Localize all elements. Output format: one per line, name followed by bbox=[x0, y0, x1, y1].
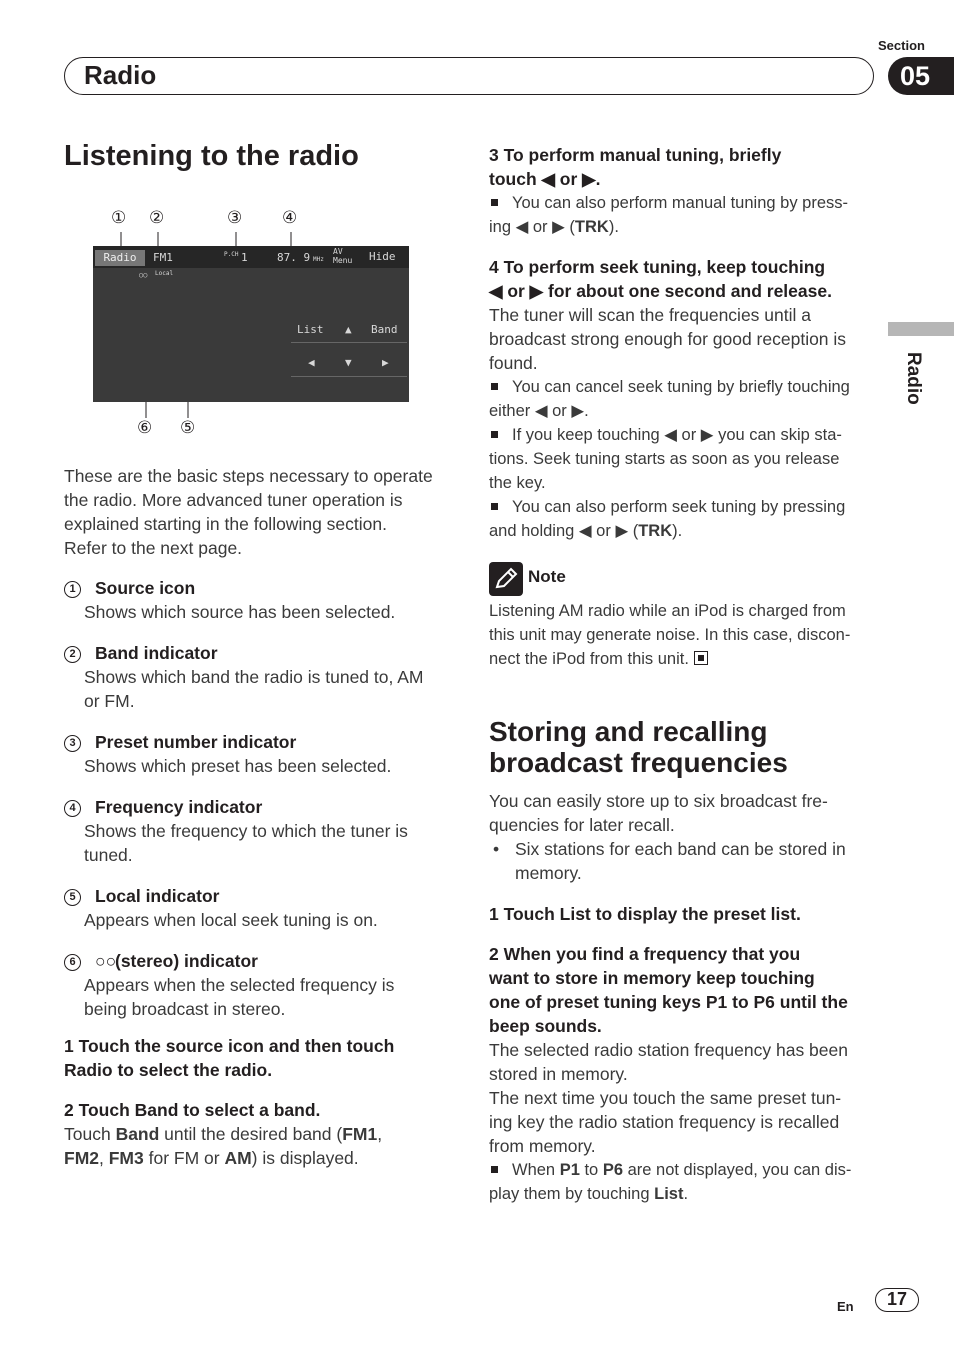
intro-paragraph: These are the basic steps necessary to operate the radio. More advanced tuner operation is explained starting in the following section. Refer to the next page. bbox=[64, 466, 433, 558]
screen-left-key: ◀ bbox=[308, 356, 315, 369]
callout-4: ④ bbox=[282, 208, 298, 227]
frequency-unit: MHz bbox=[313, 256, 324, 263]
page-number: 17 bbox=[875, 1288, 919, 1312]
note-body: Listening AM radio while an iPod is charged from this unit may generate noise. In this case, discon- nect the iPod from this unit. bbox=[489, 602, 851, 668]
callout-5: ⑤ bbox=[180, 418, 196, 437]
page-header-title: Radio bbox=[84, 60, 157, 90]
screen-band-key: Band bbox=[371, 323, 398, 336]
screen-right-key: ▶ bbox=[382, 356, 389, 369]
header-bar bbox=[64, 57, 874, 95]
end-mark-icon bbox=[694, 651, 708, 665]
local-indicator: Local bbox=[155, 270, 174, 277]
preset-label: P.CH bbox=[224, 251, 239, 258]
stereo-icon: ○○ bbox=[95, 951, 117, 971]
av-menu-button: AV Menu bbox=[333, 247, 353, 265]
section-number-badge: 05 bbox=[888, 57, 954, 95]
note-pencil-icon bbox=[489, 562, 523, 596]
section-label: Section bbox=[878, 38, 925, 53]
screen-down-key: ▼ bbox=[345, 356, 352, 369]
side-tab bbox=[888, 322, 954, 336]
screen-up-key: ▲ bbox=[345, 323, 352, 336]
hide-button: Hide bbox=[369, 250, 396, 263]
section-heading-storing: Storing and recalling broadcast frequencies bbox=[489, 716, 788, 778]
list-item: 5 Local indicator Appears when local seek tuning is on. bbox=[64, 884, 464, 932]
screen-list-key: List bbox=[297, 323, 324, 336]
step-2: 2 Touch Band to select a band. Touch Band until the desired band (FM1, FM2, FM3 for FM or AM) is displayed. bbox=[64, 1100, 383, 1168]
source-icon: Radio bbox=[95, 250, 145, 266]
storing-section: You can easily store up to six broadcast fre- quencies for later recall. • Six stations for each band can be stored in memory. 1 Touch List to display the preset list. 2 When you find a frequency that you want to store in memory keep touching one of preset tuning keys P1 to P6 until the beep sounds. The selected radio station frequency has been stored in memory. The next time you touch the same preset tun- ing key the radio station frequency is recalled from memory. When P1 to P6 are not displayed, you can dis- play them by touching List. bbox=[489, 791, 852, 1203]
preset-number-indicator: 1 bbox=[241, 251, 248, 264]
callout-2: ② bbox=[149, 208, 165, 227]
list-item: 3 Preset number indicator Shows which preset has been selected. bbox=[64, 730, 464, 778]
radio-screen-illustration bbox=[93, 246, 409, 402]
band-indicator: FM1 bbox=[153, 251, 173, 264]
list-item: 2 Band indicator Shows which band the radio is tuned to, AM or FM. bbox=[64, 641, 464, 713]
language-label: En bbox=[837, 1299, 854, 1314]
section-heading-listening: Listening to the radio bbox=[64, 140, 359, 172]
callout-6: ⑥ bbox=[137, 418, 153, 437]
frequency-indicator: 87. 9 bbox=[277, 251, 311, 264]
note-title: Note bbox=[528, 567, 566, 586]
callout-3: ③ bbox=[227, 208, 243, 227]
list-item: 1 Source icon Shows which source has been selected. bbox=[64, 576, 464, 624]
stereo-indicator: ○○ bbox=[139, 271, 148, 279]
item-list bbox=[64, 576, 464, 1038]
callout-1: ① bbox=[111, 208, 127, 227]
step-4: 4 To perform seek tuning, keep touching ◀ or ▶ for about one second and release. The tuner will scan the frequencies until a broadcast strong enough for good reception is found. You can cancel seek tuning by briefly touching either ◀ or ▶. If you keep touching ◀ or ▶ you can skip sta- tions. Seek tuning starts as soon as you release the key. You can also perform seek tuning by pressing and holding ◀ or ▶ (TRK). bbox=[489, 257, 850, 540]
list-item: 6 ○○(stereo) indicator Appears when the selected frequency is being broadcast in stereo. bbox=[64, 949, 464, 1021]
step-3: 3 To perform manual tuning, briefly touch ◀ or ▶. You can also perform manual tuning by press- ing ◀ or ▶ (TRK). bbox=[489, 145, 848, 236]
list-item: 4 Frequency indicator Shows the frequency to which the tuner is tuned. bbox=[64, 795, 464, 867]
side-label: Radio bbox=[903, 352, 924, 405]
step-1: 1 Touch the source icon and then touch Radio to select the radio. bbox=[64, 1036, 395, 1080]
